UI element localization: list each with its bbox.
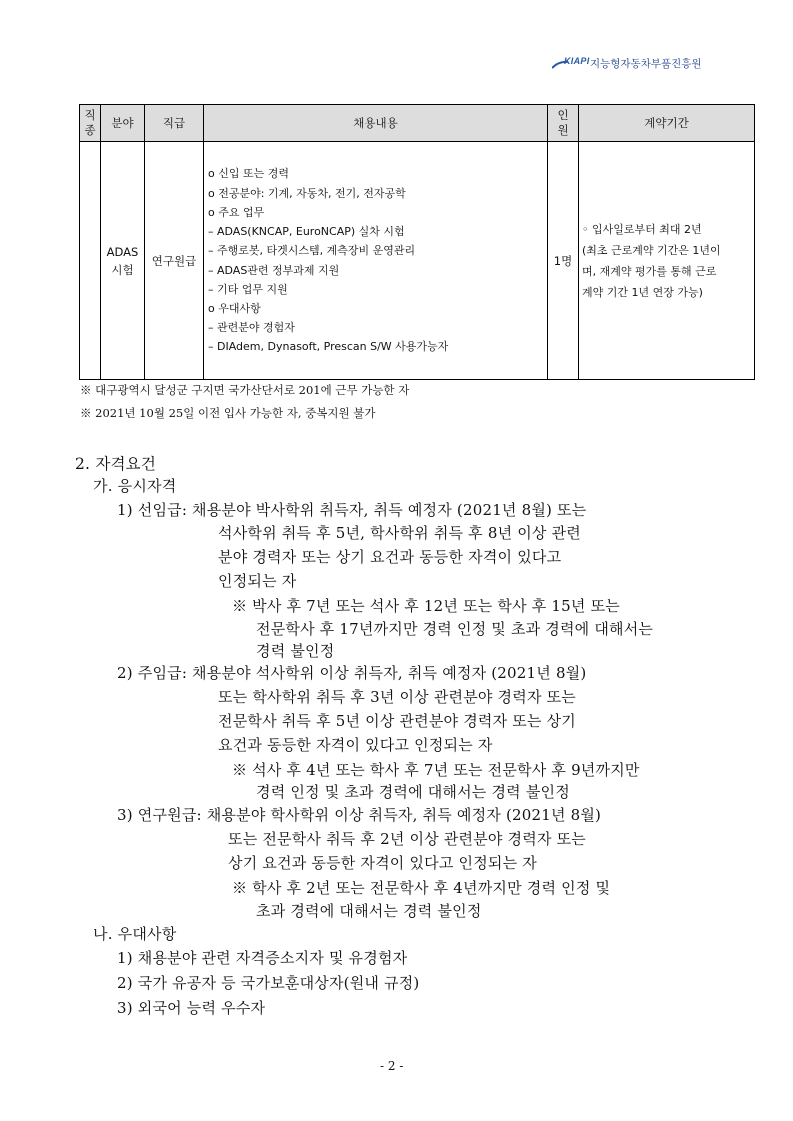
cell-grade: 연구원급 <box>145 142 204 380</box>
item-1-line-1: 1) 선임급: 채용분야 박사학위 취득자, 취득 예정자 (2021년 8월) 또는 <box>117 501 587 519</box>
content-item: – ADAS(KNCAP, EuroNCAP) 실차 시험 <box>208 225 405 239</box>
contract-line: 계약 기간 1년 연장 가능) <box>582 285 703 299</box>
header-headcount <box>548 105 579 142</box>
item-2-line-2: 또는 학사학위 취득 후 3년 이상 관련분야 경력자 또는 <box>218 688 576 706</box>
content-list <box>204 160 547 360</box>
header-job-type-label: 직종 <box>84 108 96 137</box>
item-3-line-1: 3) 연구원급: 채용분야 학사학위 이상 취득자, 취득 예정자 (2021년 8월) <box>117 806 602 824</box>
cell-contract <box>579 142 755 380</box>
preference-item: 2) 국가 유공자 등 국가보훈대상자(원내 규정) <box>117 974 420 992</box>
section-title: 2. 자격요건 <box>75 455 157 473</box>
cell-job-type <box>80 142 101 380</box>
logo-wordmark: KIAPI <box>564 55 590 66</box>
header-headcount-label: 인원 <box>557 108 569 137</box>
kiapi-logo <box>552 56 702 71</box>
item-2-line-3: 전문학사 취득 후 5년 이상 관련분야 경력자 또는 상기 <box>218 712 576 730</box>
table-notes <box>80 379 409 425</box>
item-3-line-2: 또는 전문학사 취득 후 2년 이상 관련분야 경력자 또는 <box>228 830 586 848</box>
content-item: o 전공분야: 기계, 자동차, 전기, 전자공학 <box>208 186 406 200</box>
item-1-line-2: 석사학위 취득 후 5년, 학사학위 취득 후 8년 이상 관련 <box>218 524 581 542</box>
cell-content <box>204 142 548 380</box>
note-line: ※ 2021년 10월 25일 이전 입사 가능한 자, 중복지원 불가 <box>80 406 376 420</box>
content-item: o 신입 또는 경력 <box>208 167 289 181</box>
recruitment-table <box>79 104 755 380</box>
header-content: 채용내용 <box>204 105 548 142</box>
org-name: 지능형자동차부품진흥원 <box>590 58 702 70</box>
cell-field <box>101 142 145 380</box>
item-3-line-3: 상기 요건과 동등한 자격이 있다고 인정되는 자 <box>228 854 537 872</box>
logo-mark <box>552 55 590 71</box>
table-header-row <box>80 105 755 142</box>
item-1-note-1: ※ 박사 후 7년 또는 석사 후 12년 또는 학사 후 15년 또는 <box>232 597 620 615</box>
header-contract: 계약기간 <box>579 105 755 142</box>
contract-line: 며, 재계약 평가를 통해 근로 <box>582 264 717 278</box>
content-item: – 주행로봇, 타겟시스템, 계측장비 운영관리 <box>208 244 416 258</box>
item-2-note-1: ※ 석사 후 4년 또는 학사 후 7년 또는 전문학사 후 9년까지만 <box>232 761 640 779</box>
item-2-line-4: 요건과 동등한 자격이 있다고 인정되는 자 <box>218 736 493 754</box>
item-3-note-1: ※ 학사 후 2년 또는 전문학사 후 4년까지만 경력 인정 및 <box>232 879 611 897</box>
subsection-a-title: 가. 응시자격 <box>93 477 177 495</box>
content-item: o 주요 업무 <box>208 205 265 219</box>
preference-item: 3) 외국어 능력 우수자 <box>117 999 266 1017</box>
content-item: – 관련분야 경험자 <box>208 321 295 335</box>
contract-line: (최초 근로계약 기간은 1년이 <box>582 243 721 257</box>
item-2-line-1: 2) 주임급: 채용분야 석사학위 이상 취득자, 취득 예정자 (2021년 8월) <box>117 664 587 682</box>
item-1-note-3: 경력 불인정 <box>256 642 335 660</box>
field-line-2: 시험 <box>111 262 134 277</box>
field-line-1: ADAS <box>106 244 139 259</box>
contract-line: ◦ 입사일로부터 최대 2년 <box>582 222 702 236</box>
subsection-b-title: 나. 우대사항 <box>93 925 177 943</box>
page-number: - 2 - <box>380 1059 404 1073</box>
content-item: – DIAdem, Dynasoft, Prescan S/W 사용가능자 <box>208 340 449 354</box>
preference-item: 1) 채용분야 관련 자격증소지자 및 유경험자 <box>117 949 408 967</box>
cell-headcount: 1명 <box>548 142 579 380</box>
item-3-note-2: 초과 경력에 대해서는 경력 불인정 <box>256 902 482 920</box>
note-line: ※ 대구광역시 달성군 구지면 국가산단서로 201에 근무 가능한 자 <box>80 383 410 397</box>
item-1-line-3: 분야 경력자 또는 상기 요건과 동등한 자격이 있다고 <box>218 548 562 566</box>
content-item: – ADAS관련 정부과제 지원 <box>208 263 340 277</box>
table-row <box>80 142 755 380</box>
content-item: o 우대사항 <box>208 301 261 315</box>
contract-text <box>579 219 754 303</box>
header-grade: 직급 <box>145 105 204 142</box>
item-1-note-2: 전문학사 후 17년까지만 경력 인정 및 초과 경력에 대해서는 <box>256 620 654 638</box>
header-job-type <box>80 105 101 142</box>
item-1-line-4: 인정되는 자 <box>218 572 297 590</box>
item-2-note-2: 경력 인정 및 초과 경력에 대해서는 경력 불인정 <box>256 783 570 801</box>
header-field: 분야 <box>101 105 145 142</box>
content-item: – 기타 업무 지원 <box>208 282 288 296</box>
